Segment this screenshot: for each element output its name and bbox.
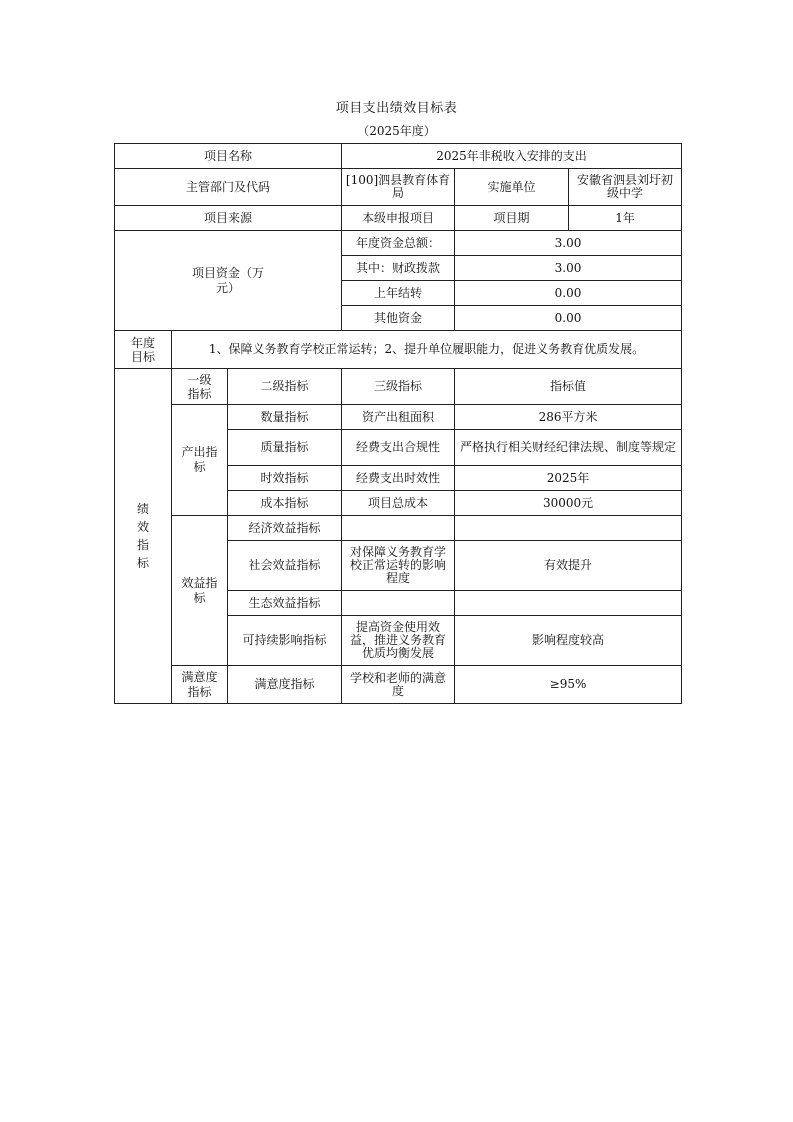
- funds-row-value: 0.00: [455, 281, 682, 306]
- funds-row-label: 年度资金总额：: [342, 231, 455, 256]
- value-cell: 286平方米: [455, 405, 682, 430]
- funds-row-value: 3.00: [455, 256, 682, 281]
- indicators-section-text: 绩效指标: [136, 502, 149, 570]
- goal-label-text: 年度目标: [130, 335, 155, 364]
- value-cell: 30000元: [455, 491, 682, 516]
- level3-cell: 经费支出合规性: [342, 430, 455, 466]
- output-indicators-text: 产出指标: [181, 445, 218, 474]
- level3-cell: 学校和老师的满意度: [342, 666, 455, 704]
- table-row: [115, 405, 682, 430]
- page-title: 项目支出绩效目标表: [335, 101, 458, 116]
- level3-cell: 对保障义务教育学校正常运转的影响程度: [342, 541, 455, 591]
- funds-row-label: 上年结转: [342, 281, 455, 306]
- satisfaction-indicators-text: 满意度指标: [181, 669, 218, 699]
- dept-label: 主管部门及代码: [115, 169, 342, 206]
- row-annual-goal: [115, 331, 682, 369]
- impl-label: 实施单位: [455, 169, 569, 206]
- level3-cell: [342, 591, 455, 616]
- table-row: [115, 516, 682, 541]
- value-cell: 严格执行相关财经纪律法规、制度等规定: [455, 430, 682, 466]
- level2-cell: 数量指标: [228, 405, 342, 430]
- table-row: [115, 666, 682, 704]
- performance-table: [114, 143, 682, 704]
- level3-cell: [342, 516, 455, 541]
- funds-label: [115, 231, 342, 331]
- value-cell: [455, 516, 682, 541]
- period-label: 项目期: [455, 206, 569, 231]
- level2-cell: 经济效益指标: [228, 516, 342, 541]
- level2-cell: 生态效益指标: [228, 591, 342, 616]
- level2-cell: 成本指标: [228, 491, 342, 516]
- satisfaction-indicators-label: [172, 666, 228, 704]
- project-name-value: 2025年非税收入安排的支出: [342, 144, 682, 169]
- source-label: 项目来源: [115, 206, 342, 231]
- dept-value: [100]泗县教育体育局: [342, 169, 455, 206]
- period-value: 1年: [569, 206, 682, 231]
- value-cell: ≥95%: [455, 666, 682, 704]
- indicators-section-label: [115, 369, 172, 704]
- benefit-indicators-label: [172, 516, 228, 666]
- value-cell: 2025年: [455, 466, 682, 491]
- row-source: [115, 206, 682, 231]
- level2-cell: 时效指标: [228, 466, 342, 491]
- level3-cell: 资产出租面积: [342, 405, 455, 430]
- funds-row-label: 其中：财政拨款: [342, 256, 455, 281]
- level2-cell: 满意度指标: [228, 666, 342, 704]
- source-value: 本级申报项目: [342, 206, 455, 231]
- value-cell: [455, 591, 682, 616]
- row-indicator-headers: [115, 369, 682, 405]
- goal-text: 1、保障义务教育学校正常运转；2、提升单位履职能力，促进义务教育优质发展。: [172, 331, 682, 369]
- impl-value: 安徽省泗县刘圩初级中学: [569, 169, 682, 206]
- level2-cell: 质量指标: [228, 430, 342, 466]
- funds-row-label: 其他资金: [342, 306, 455, 331]
- output-indicators-label: [172, 405, 228, 516]
- benefit-indicators-text: 效益指标: [181, 575, 218, 605]
- header-level1-text: 一级指标: [187, 372, 212, 401]
- goal-label: [115, 331, 172, 369]
- row-funds-total: [115, 231, 682, 256]
- level3-cell: 提高资金使用效益，推进义务教育优质均衡发展: [342, 616, 455, 666]
- value-cell: 有效提升: [455, 541, 682, 591]
- project-name-label: 项目名称: [115, 144, 342, 169]
- row-project-name: [115, 144, 682, 169]
- level3-cell: 项目总成本: [342, 491, 455, 516]
- level2-cell: 可持续影响指标: [228, 616, 342, 666]
- value-cell: 影响程度较高: [455, 616, 682, 666]
- level3-cell: 经费支出时效性: [342, 466, 455, 491]
- header-value: 指标值: [455, 369, 682, 405]
- header-level3: 三级指标: [342, 369, 455, 405]
- header-level1: [172, 369, 228, 405]
- funds-row-value: 0.00: [455, 306, 682, 331]
- level2-cell: 社会效益指标: [228, 541, 342, 591]
- row-department: [115, 169, 682, 206]
- header-level2: 二级指标: [228, 369, 342, 405]
- funds-row-value: 3.00: [455, 231, 682, 256]
- page-subtitle: （2025年度）: [357, 124, 436, 138]
- funds-label-text: 项目资金（万元）: [192, 265, 265, 295]
